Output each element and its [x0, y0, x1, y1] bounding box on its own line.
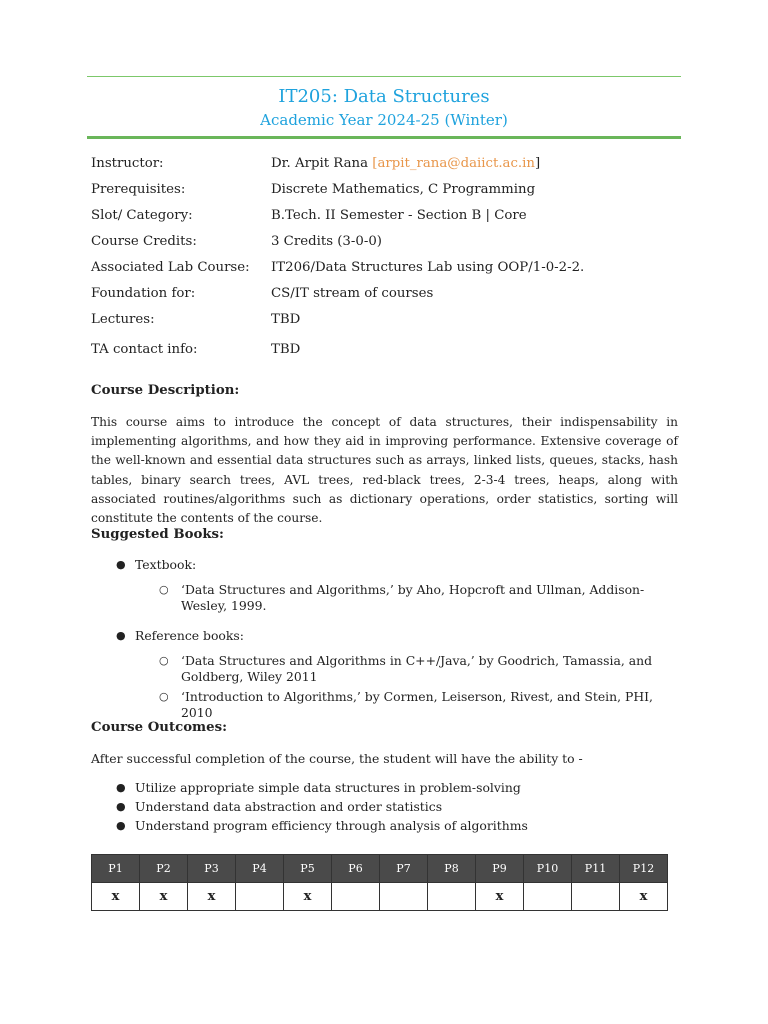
table-cell — [524, 883, 572, 911]
academic-year: Academic Year 2024-25 (Winter) — [260, 111, 508, 129]
credits-label: Course Credits: — [91, 234, 197, 249]
outcome-text: Utilize appropriate simple data structures in problem-solving — [135, 780, 521, 795]
table-header-cell: P8 — [428, 855, 476, 883]
ta-value: TBD — [271, 342, 301, 357]
table-cell: x — [620, 883, 668, 911]
info-row-ta — [91, 338, 681, 364]
table-header-cell: P6 — [332, 855, 380, 883]
prerequisites-value: Discrete Mathematics, C Programming — [271, 182, 536, 197]
description-heading: Course Description: — [91, 383, 240, 398]
books-heading: Suggested Books: — [91, 527, 224, 542]
table-cell — [332, 883, 380, 911]
table-header-cell: P12 — [620, 855, 668, 883]
course-info — [91, 152, 681, 364]
description-text: This course aims to introduce the concept of data structures, their indispensability in implementing algorithms, and how they aid in improving performance. Extensive coverage of the well-known and essential data structures such as arrays, linked lists, queues, stacks, hash tables, binary search trees, AVL trees, red-black trees, 2-3-4 trees, heaps, along with associated routines/algorithms such as dictionary operations, order statistics, sorting will constitute the contents of the course. — [91, 415, 678, 526]
info-row-foundation — [91, 282, 681, 308]
info-row-prerequisites — [91, 178, 681, 204]
header-divider — [87, 136, 681, 139]
table-cell — [236, 883, 284, 911]
textbook-label: Textbook: — [135, 557, 197, 572]
info-row-credits — [91, 230, 681, 256]
bullet-icon: ● — [116, 558, 126, 571]
lab-value: IT206/Data Structures Lab using OOP/1-0-2-2. — [271, 260, 585, 275]
reference-1: ‘Data Structures and Algorithms in C++/Java,’ by Goodrich, Tamassia, and Goldberg, Wiley 2011 — [181, 653, 653, 684]
instructor-name: Dr. Arpit Rana — [271, 156, 373, 171]
textbook-1: ‘Data Structures and Algorithms,’ by Aho, Hopcroft and Ullman, Addison-Wesley, 1999. — [181, 582, 645, 613]
foundation-label: Foundation for: — [91, 286, 196, 301]
top-divider — [87, 76, 681, 77]
table-cell: x — [476, 883, 524, 911]
table-cell: x — [140, 883, 188, 911]
table-header-cell: P7 — [380, 855, 428, 883]
slot-label: Slot/ Category: — [91, 208, 193, 223]
email-close-bracket: ] — [534, 156, 541, 171]
instructor-value — [271, 156, 540, 171]
table-header-cell: P1 — [92, 855, 140, 883]
table-header-cell: P2 — [140, 855, 188, 883]
bullet-icon: ● — [116, 781, 126, 794]
table-header-cell: P9 — [476, 855, 524, 883]
instructor-label: Instructor: — [91, 156, 164, 171]
course-title: IT205: Data Structures — [278, 86, 490, 107]
table-header-cell: P11 — [572, 855, 620, 883]
circle-bullet-icon: ○ — [159, 690, 169, 703]
reference-2: ‘Introduction to Algorithms,’ by Cormen, Leiserson, Rivest, and Stein, PHI, 2010 — [181, 689, 653, 720]
program-outcomes-table — [91, 854, 668, 911]
lectures-label: Lectures: — [91, 312, 155, 327]
bullet-icon: ● — [116, 819, 126, 832]
table-cell — [428, 883, 476, 911]
table-cell: x — [92, 883, 140, 911]
table-header-cell: P10 — [524, 855, 572, 883]
info-row-instructor — [91, 152, 681, 178]
instructor-email-link[interactable]: arpit_rana@daiict.ac.in — [377, 156, 535, 171]
slot-value: B.Tech. II Semester - Section B | Core — [271, 208, 527, 223]
email-open-bracket: [ — [372, 156, 378, 171]
table-header-cell: P4 — [236, 855, 284, 883]
table-header-cell: P3 — [188, 855, 236, 883]
outcome-text: Understand data abstraction and order statistics — [135, 799, 443, 814]
info-row-slot — [91, 204, 681, 230]
outcomes-heading: Course Outcomes: — [91, 720, 227, 735]
reference-label: Reference books: — [135, 628, 244, 643]
table-cell: x — [188, 883, 236, 911]
circle-bullet-icon: ○ — [159, 583, 169, 596]
table-header-cell: P5 — [284, 855, 332, 883]
table-header-row — [92, 855, 668, 883]
credits-value: 3 Credits (3-0-0) — [271, 234, 382, 249]
table-cell: x — [284, 883, 332, 911]
ta-label: TA contact info: — [91, 342, 198, 357]
circle-bullet-icon: ○ — [159, 654, 169, 667]
bullet-icon: ● — [116, 629, 126, 642]
info-row-lab — [91, 256, 681, 282]
bullet-icon: ● — [116, 800, 126, 813]
outcome-text: Understand program efficiency through analysis of algorithms — [135, 818, 528, 833]
foundation-value: CS/IT stream of courses — [271, 286, 434, 301]
table-row — [92, 883, 668, 911]
prerequisites-label: Prerequisites: — [91, 182, 186, 197]
info-row-lectures — [91, 308, 681, 334]
table-cell — [380, 883, 428, 911]
lab-label: Associated Lab Course: — [91, 260, 250, 275]
lectures-value: TBD — [271, 312, 301, 327]
table-cell — [572, 883, 620, 911]
outcomes-intro: After successful completion of the course, the student will have the ability to - — [91, 751, 583, 766]
